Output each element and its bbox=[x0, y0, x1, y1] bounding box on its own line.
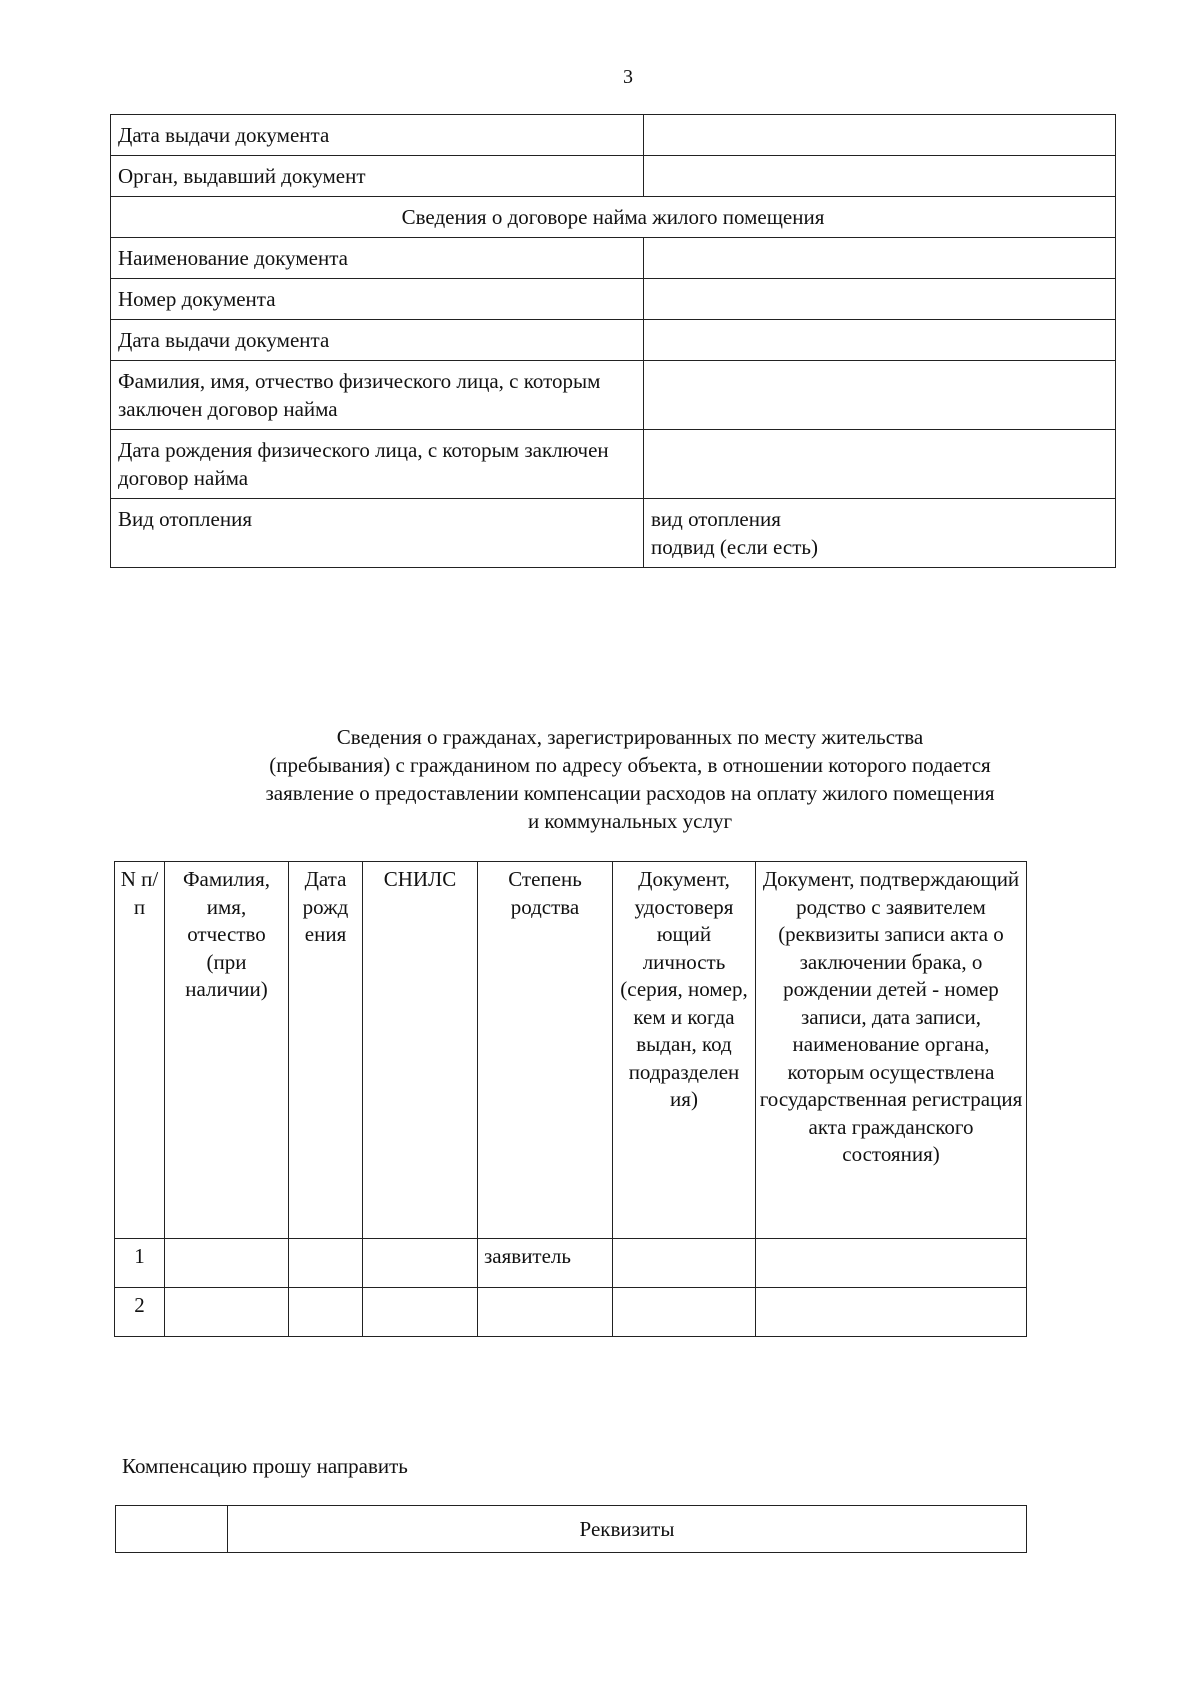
table-row bbox=[116, 1506, 1027, 1553]
title-line: заявление о предоставлении компенсации расходов на оплату жилого помещения bbox=[265, 781, 995, 805]
section-row bbox=[111, 197, 1116, 238]
column-header: Степень родства bbox=[478, 862, 613, 1239]
table-cell bbox=[289, 1239, 363, 1288]
table-row bbox=[111, 238, 1116, 279]
row-label: Фамилия, имя, отчество физического лица, с которым заключен договор найма bbox=[111, 361, 644, 430]
table-cell bbox=[289, 1288, 363, 1337]
table-cell bbox=[613, 1239, 756, 1288]
table-cell: 1 bbox=[115, 1239, 165, 1288]
table-row bbox=[111, 115, 1116, 156]
table-row bbox=[115, 1288, 1027, 1337]
title-line: Сведения о гражданах, зарегистрированных по месту жительства bbox=[336, 725, 924, 749]
table-cell bbox=[116, 1506, 228, 1553]
column-header: Фамилия, имя, отчество (при наличии) bbox=[165, 862, 289, 1239]
row-value bbox=[644, 279, 1116, 320]
row-label: Вид отопления bbox=[111, 499, 644, 568]
row-label: Дата рождения физического лица, с которым заключен договор найма bbox=[111, 430, 644, 499]
citizens-section-title bbox=[120, 723, 1140, 835]
details-label: Реквизиты bbox=[228, 1506, 1027, 1553]
table-row bbox=[111, 430, 1116, 499]
row-label: Дата выдачи документа bbox=[111, 320, 644, 361]
column-header: Документ, подтверждающий родство с заявителем (реквизиты записи акта о заключении брака, о рождении детей - номер записи, дата записи, наименование органа, которым осуществлена государственная регистрация акта гражданского состояния) bbox=[756, 862, 1027, 1239]
title-line: и коммунальных услуг bbox=[527, 809, 733, 833]
page-number: 3 bbox=[623, 66, 633, 88]
payment-details-table bbox=[115, 1505, 1027, 1553]
table-row bbox=[111, 499, 1116, 568]
table-cell bbox=[363, 1239, 478, 1288]
table-row bbox=[111, 361, 1116, 430]
table-cell: 2 bbox=[115, 1288, 165, 1337]
table-cell bbox=[478, 1288, 613, 1337]
row-value bbox=[644, 430, 1116, 499]
row-value bbox=[644, 320, 1116, 361]
table-cell bbox=[756, 1288, 1027, 1337]
heating-value bbox=[644, 499, 1116, 568]
heating-subtype: подвид (если есть) bbox=[651, 535, 818, 559]
column-header: Документ, удостоверя ющий личность (серия, номер, кем и когда выдан, код подразделен ия) bbox=[613, 862, 756, 1239]
table-row bbox=[111, 156, 1116, 197]
table-header-row bbox=[115, 862, 1027, 1239]
row-label: Дата выдачи документа bbox=[111, 115, 644, 156]
row-value bbox=[644, 156, 1116, 197]
row-value bbox=[644, 115, 1116, 156]
column-header: СНИЛС bbox=[363, 862, 478, 1239]
table-row bbox=[115, 1239, 1027, 1288]
row-label: Наименование документа bbox=[111, 238, 644, 279]
heating-type: вид отопления bbox=[651, 507, 781, 531]
table-cell: заявитель bbox=[478, 1239, 613, 1288]
citizens-table bbox=[114, 861, 1027, 1337]
compensation-text: Компенсацию прошу направить bbox=[122, 1454, 408, 1478]
table-cell bbox=[165, 1239, 289, 1288]
table-cell bbox=[756, 1239, 1027, 1288]
row-label: Орган, выдавший документ bbox=[111, 156, 644, 197]
title-line: (пребывания) с гражданином по адресу объекта, в отношении которого подается bbox=[269, 753, 991, 777]
table-row bbox=[111, 279, 1116, 320]
lease-section-title: Сведения о договоре найма жилого помещения bbox=[111, 197, 1116, 238]
table-cell bbox=[363, 1288, 478, 1337]
column-header: N п/п bbox=[115, 862, 165, 1239]
table-row bbox=[111, 320, 1116, 361]
column-header: Дата рожд ения bbox=[289, 862, 363, 1239]
row-value bbox=[644, 238, 1116, 279]
row-label: Номер документа bbox=[111, 279, 644, 320]
table-cell bbox=[165, 1288, 289, 1337]
row-value bbox=[644, 361, 1116, 430]
table-cell bbox=[613, 1288, 756, 1337]
document-details-table bbox=[110, 114, 1116, 568]
